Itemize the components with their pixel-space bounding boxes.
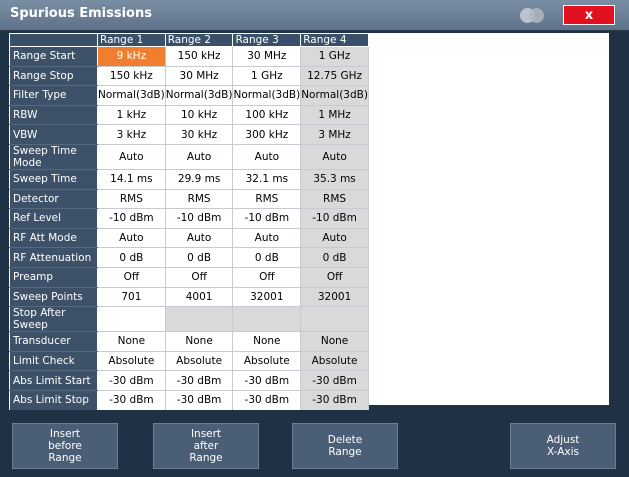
row-label: Detector: [10, 189, 98, 209]
table-cell[interactable]: Auto: [98, 144, 166, 169]
table-cell[interactable]: None: [301, 332, 369, 352]
table-row: [10, 371, 369, 391]
table-cell[interactable]: 100 kHz: [233, 105, 301, 125]
table-cell[interactable]: 701: [98, 287, 166, 307]
table-cell[interactable]: -10 dBm: [301, 209, 369, 229]
table-cell[interactable]: None: [165, 332, 233, 352]
table-header-row: [10, 34, 369, 47]
table-cell[interactable]: Off: [301, 267, 369, 287]
table-row: [10, 228, 369, 248]
column-header-range-3: Range 3: [233, 34, 301, 47]
table-cell[interactable]: Off: [233, 267, 301, 287]
table-cell[interactable]: Normal(3dB): [301, 86, 369, 106]
table-row: [10, 125, 369, 145]
row-label: RF Attenuation: [10, 248, 98, 268]
table-row: [10, 287, 369, 307]
table-row: [10, 189, 369, 209]
table-cell[interactable]: -30 dBm: [233, 390, 301, 410]
table-cell[interactable]: Auto: [301, 144, 369, 169]
table-cell[interactable]: 30 kHz: [165, 125, 233, 145]
table-row: [10, 86, 369, 106]
table-cell[interactable]: 1 MHz: [301, 105, 369, 125]
row-label: Limit Check: [10, 351, 98, 371]
table-cell[interactable]: -30 dBm: [301, 390, 369, 410]
table-cell[interactable]: 14.1 ms: [98, 169, 166, 189]
table-cell[interactable]: Auto: [301, 228, 369, 248]
table-cell[interactable]: [233, 307, 301, 332]
table-cell[interactable]: 1 GHz: [233, 66, 301, 86]
row-label: Preamp: [10, 267, 98, 287]
table-cell[interactable]: 9 kHz: [98, 47, 166, 67]
table-cell[interactable]: Absolute: [98, 351, 166, 371]
table-cell[interactable]: Auto: [165, 144, 233, 169]
table-cell[interactable]: -10 dBm: [98, 209, 166, 229]
table-cell[interactable]: 300 kHz: [233, 125, 301, 145]
table-row: [10, 66, 369, 86]
table-cell[interactable]: 1 GHz: [301, 47, 369, 67]
table-row: [10, 47, 369, 67]
table-cell[interactable]: -30 dBm: [98, 371, 166, 391]
table-cell[interactable]: 29.9 ms: [165, 169, 233, 189]
dialog-title: Spurious Emissions: [10, 6, 152, 21]
adjust-x-axis-button[interactable]: Adjust X-Axis: [510, 423, 616, 469]
row-label: Sweep Time: [10, 169, 98, 189]
table-cell[interactable]: 4001: [165, 287, 233, 307]
table-cell[interactable]: -30 dBm: [165, 371, 233, 391]
table-row: [10, 209, 369, 229]
insert-before-range-button[interactable]: Insert before Range: [12, 423, 118, 469]
row-label: Filter Type: [10, 86, 98, 106]
range-table: [9, 33, 369, 411]
row-label: RF Att Mode: [10, 228, 98, 248]
row-label: VBW: [10, 125, 98, 145]
row-label: Range Start: [10, 47, 98, 67]
table-cell[interactable]: 0 dB: [165, 248, 233, 268]
overlap-circles-icon[interactable]: [520, 6, 546, 24]
table-row: [10, 248, 369, 268]
table-cell[interactable]: Auto: [233, 228, 301, 248]
column-header-range-4: Range 4: [301, 34, 369, 47]
table-cell[interactable]: RMS: [165, 189, 233, 209]
row-label: Transducer: [10, 332, 98, 352]
close-button[interactable]: x: [563, 5, 615, 25]
header-corner: [10, 34, 98, 47]
table-cell[interactable]: -30 dBm: [165, 390, 233, 410]
table-cell[interactable]: 30 MHz: [165, 66, 233, 86]
table-row: [10, 332, 369, 352]
table-cell[interactable]: -30 dBm: [98, 390, 166, 410]
row-label: Sweep Time Mode: [10, 144, 98, 169]
softkey-bar: [0, 410, 629, 477]
table-cell[interactable]: 3 kHz: [98, 125, 166, 145]
row-label: Abs Limit Start: [10, 371, 98, 391]
row-label: RBW: [10, 105, 98, 125]
table-row: [10, 351, 369, 371]
column-header-range-2: Range 2: [165, 34, 233, 47]
table-cell[interactable]: -30 dBm: [233, 371, 301, 391]
table-cell[interactable]: [301, 307, 369, 332]
range-table-area: [9, 33, 609, 405]
table-cell[interactable]: RMS: [301, 189, 369, 209]
table-cell[interactable]: None: [233, 332, 301, 352]
table-cell[interactable]: 32001: [301, 287, 369, 307]
table-cell[interactable]: -10 dBm: [233, 209, 301, 229]
title-bar: [0, 0, 629, 31]
table-cell[interactable]: Off: [165, 267, 233, 287]
table-cell[interactable]: 150 kHz: [98, 66, 166, 86]
table-cell[interactable]: Absolute: [301, 351, 369, 371]
table-cell[interactable]: 12.75 GHz: [301, 66, 369, 86]
table-cell[interactable]: 32001: [233, 287, 301, 307]
table-cell[interactable]: Auto: [98, 228, 166, 248]
table-cell[interactable]: -10 dBm: [165, 209, 233, 229]
delete-range-button[interactable]: Delete Range: [292, 423, 398, 469]
table-cell[interactable]: 3 MHz: [301, 125, 369, 145]
table-row: [10, 267, 369, 287]
table-cell[interactable]: 30 MHz: [233, 47, 301, 67]
row-label: Ref Level: [10, 209, 98, 229]
table-cell[interactable]: None: [98, 332, 166, 352]
table-cell[interactable]: Normal(3dB): [98, 86, 166, 106]
table-cell[interactable]: Auto: [165, 228, 233, 248]
table-cell[interactable]: 35.3 ms: [301, 169, 369, 189]
table-cell[interactable]: 0 dB: [98, 248, 166, 268]
table-row: [10, 144, 369, 169]
table-cell[interactable]: 0 dB: [233, 248, 301, 268]
table-row: [10, 390, 369, 410]
table-cell[interactable]: [165, 307, 233, 332]
table-cell[interactable]: Absolute: [165, 351, 233, 371]
row-label: Sweep Points: [10, 287, 98, 307]
table-row: [10, 307, 369, 332]
table-cell[interactable]: Off: [98, 267, 166, 287]
row-label: Range Stop: [10, 66, 98, 86]
table-cell[interactable]: 0 dB: [301, 248, 369, 268]
table-cell[interactable]: 10 kHz: [165, 105, 233, 125]
table-cell[interactable]: 150 kHz: [165, 47, 233, 67]
table-cell[interactable]: 1 kHz: [98, 105, 166, 125]
table-cell[interactable]: 32.1 ms: [233, 169, 301, 189]
table-cell[interactable]: RMS: [98, 189, 166, 209]
table-cell[interactable]: -30 dBm: [301, 371, 369, 391]
insert-after-range-button[interactable]: Insert after Range: [153, 423, 259, 469]
column-header-range-1: Range 1: [98, 34, 166, 47]
table-cell[interactable]: Normal(3dB): [233, 86, 301, 106]
row-label: Abs Limit Stop: [10, 390, 98, 410]
table-cell[interactable]: Absolute: [233, 351, 301, 371]
table-cell[interactable]: RMS: [233, 189, 301, 209]
table-row: [10, 169, 369, 189]
table-cell[interactable]: Normal(3dB): [165, 86, 233, 106]
table-cell[interactable]: Auto: [233, 144, 301, 169]
table-row: [10, 105, 369, 125]
row-label: Stop After Sweep: [10, 307, 98, 332]
table-cell[interactable]: [98, 307, 166, 332]
